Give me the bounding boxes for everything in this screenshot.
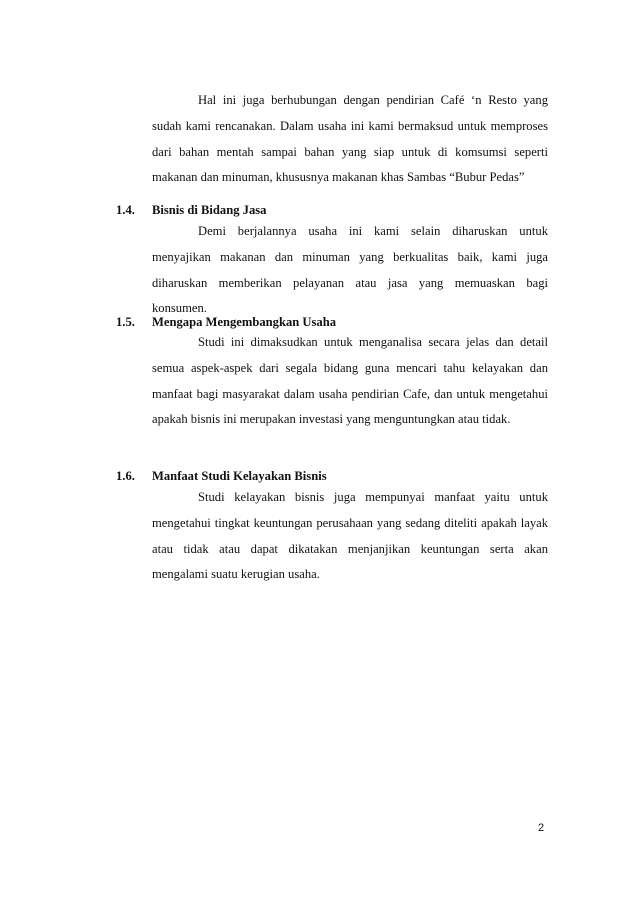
section-heading-1-6 — [116, 467, 556, 485]
section-title: Manfaat Studi Kelayakan Bisnis — [152, 469, 327, 483]
section-number: 1.6. — [116, 469, 135, 483]
section-1-6-paragraph: Studi kelayakan bisnis juga mempunyai manfaat yaitu untuk mengetahui tingkat keuntungan perusahaan yang sedang diteliti apakah layak atau tidak atau dapat dikatakan menjanjikan keuntungan serta akan mengalami suatu kerugian usaha. — [152, 490, 548, 582]
section-heading-1-5 — [116, 313, 556, 331]
section-heading-1-4 — [116, 201, 556, 219]
section-number: 1.4. — [116, 203, 135, 217]
section-title: Mengapa Mengembangkan Usaha — [152, 315, 337, 329]
section-number: 1.5. — [116, 315, 135, 329]
section-title: Bisnis di Bidang Jasa — [152, 203, 267, 217]
section-1-4-paragraph: Demi berjalannya usaha ini kami selain diharuskan untuk menyajikan makanan dan minuman yang berkualitas baik, kami juga diharuskan memberikan pelayanan atau jasa yang memuaskan bagi konsumen. — [152, 224, 548, 316]
intro-paragraph: Hal ini juga berhubungan dengan pendirian Café ‘n Resto yang sudah kami rencanakan. Dalam usaha ini kami bermaksud untuk memproses dari bahan mentah sampai bahan yang siap untuk di komsumsi seperti makanan dan minuman, khususnya makanan khas Sambas “Bubur Pedas” — [152, 93, 548, 185]
section-1-5-paragraph: Studi ini dimaksudkan untuk menganalisa secara jelas dan detail semua aspek-aspek dari segala bidang guna mencari tahu kelayakan dan manfaat bagi masyarakat dalam usaha pendirian Cafe, dan untuk mengetahui apakah bisnis ini merupakan investasi yang menguntungkan atau tidak. — [152, 335, 548, 427]
page-number: 2 — [538, 822, 545, 834]
